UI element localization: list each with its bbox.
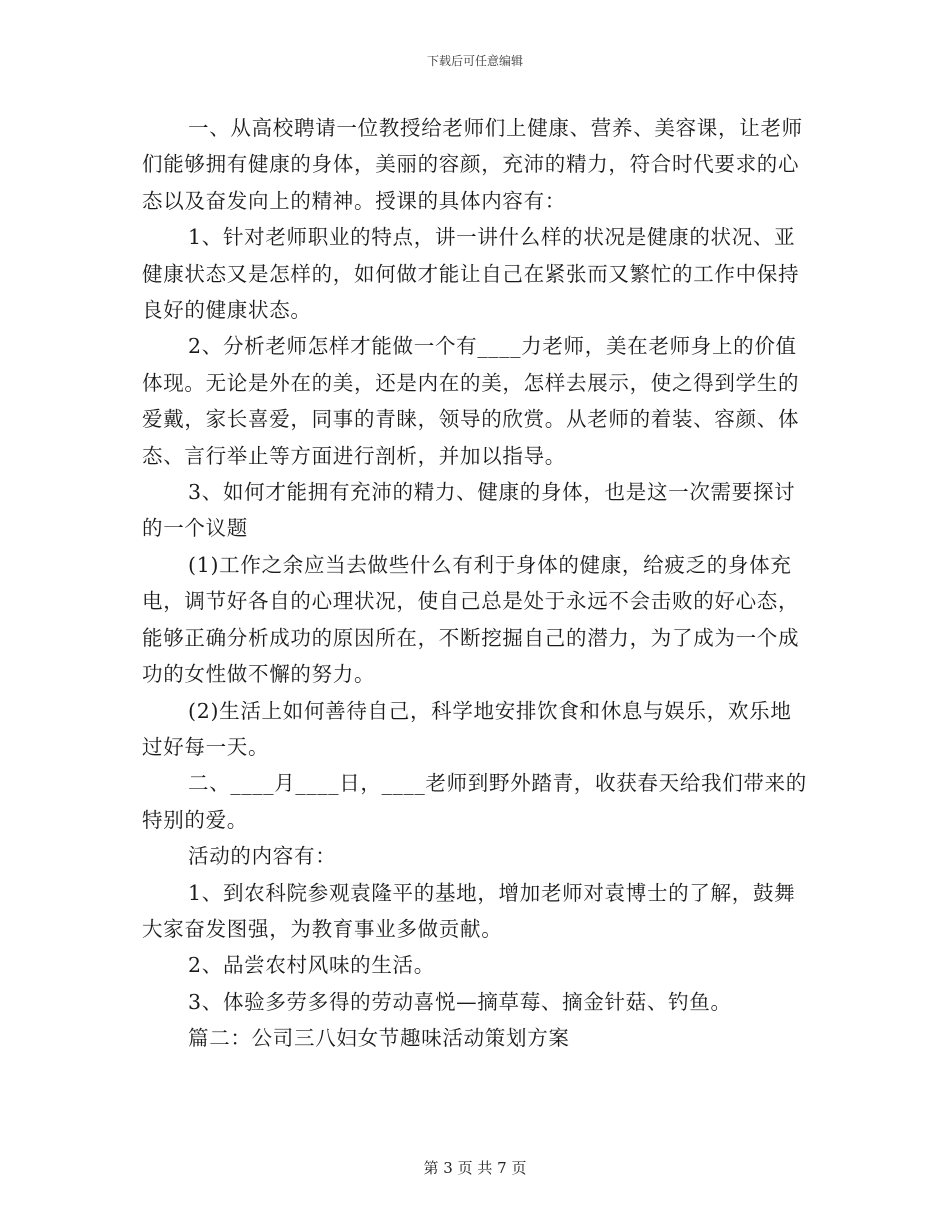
page-footer: 第 3 页 共 7 页 (423, 1159, 527, 1177)
paragraph-section-two: 二、____月____日，____老师到野外踏青，收获春天给我们带来的特别的爱。 (142, 771, 807, 832)
paragraph-next-chapter-title: 篇二：公司三八妇女节趣味活动策划方案 (188, 1026, 570, 1051)
paragraph-subitem-1: (1)工作之余应当去做些什么有利于身体的健康，给疲乏的身体充电，调节好各自的心理状况，使自己总是处于永远不会击败的好心态，能够正确分析成功的原因所在，不断挖掘自己的潜力，为了成为一个成功的女性做不懈的努力。 (142, 552, 800, 687)
paragraph-item-1: 1、针对老师职业的特点，讲一讲什么样的状况是健康的状况、亚健康状态又是怎样的，如何做才能让自己在紧张而又繁忙的工作中保持良好的健康状态。 (142, 225, 800, 323)
paragraph-item-3: 3、如何才能拥有充沛的精力、健康的身体，也是这一次需要探讨的一个议题 (142, 480, 796, 541)
paragraph-activity-1: 1、到农科院参观袁隆平的基地，增加老师对袁博士的了解，鼓舞大家奋发图强，为教育事业多做贡献。 (142, 880, 796, 941)
document-body (142, 110, 810, 1057)
paragraph-activity-3: 3、体验多劳多得的劳动喜悦—摘草莓、摘金针菇、钓鱼。 (188, 989, 732, 1014)
paragraph-section-one: 一、从高校聘请一位教授给老师们上健康、营养、美容课，让老师们能够拥有健康的身体，美丽的容颜，充沛的精力，符合时代要求的心态以及奋发向上的精神。授课的具体内容有： (142, 116, 803, 213)
page-header: 下载后可任意编辑 (426, 54, 523, 68)
paragraph-subitem-2: (2)生活上如何善待自己，科学地安排饮食和休息与娱乐，欢乐地过好每一天。 (142, 698, 792, 759)
paragraph-activity-heading: 活动的内容有： (188, 844, 337, 869)
paragraph-activity-2: 2、品尝农村风味的生活。 (188, 953, 435, 978)
paragraph-item-2: 2、分析老师怎样才能做一个有____力老师，美在老师身上的价值体现。无论是外在的美，还是内在的美，怎样去展示，使之得到学生的爱戴，家长喜爱，同事的青睐，领导的欣赏。从老师的着装、容颜、体态、言行举止等方面进行剖析，并加以指导。 (142, 334, 800, 468)
